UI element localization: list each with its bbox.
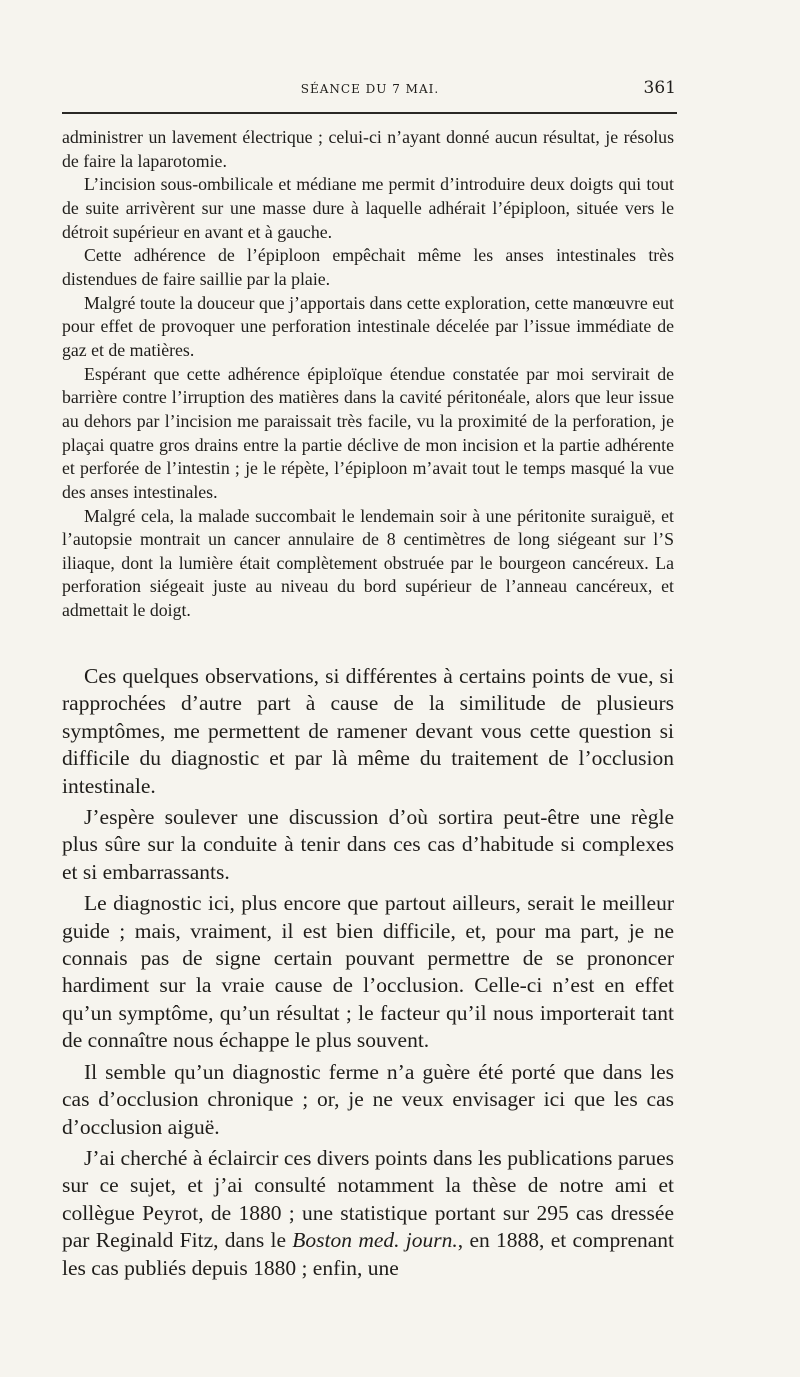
paragraph: Espérant que cette adhérence épiploïque étendue constatée par moi servirait de barrière contre l’irruption des matières dans la cavité péritonéale, alors que leur issue au dehors par l’incision me paraissait très facile, vu la proximité de la perforation, je plaçai quatre gros drains entre la partie déclive de mon incision et la partie adhérente et perforée de l’intestin ; je le répète, l’épiploon m’avait tout le temps masqué la vue des anses intestinales. [62, 363, 674, 502]
paragraph: Il semble qu’un diagnostic ferme n’a guère été porté que dans les cas d’occlusion chronique ; or, je ne veux envisager ici que les cas d’occlusion aiguë. [62, 1059, 674, 1139]
paragraph: Ces quelques observations, si différentes à certains points de vue, si rapprochées d’autre part à cause de la similitude de plusieurs symptômes, me permettent de ramener devant vous cette question si difficile du diagnostic et par là même du traitement de l’occlusion intestinale. [62, 664, 674, 798]
paragraph-last [62, 1145, 674, 1282]
paragraph: J’espère soulever une discussion d’où sortira peut-être une règle plus sûre sur la conduite à tenir dans ces cas d’habitude si complexes et si embarrassants. [62, 805, 674, 884]
body-text-small [62, 126, 674, 623]
paragraph: Cette adhérence de l’épiploon empêchait même les anses intestinales très distendues de faire saillie par la plaie. [62, 245, 674, 289]
journal-title: Boston med. journ. [292, 1228, 458, 1253]
text-run: J’ai cherché à éclaircir ces divers points dans les publications parues sur ce sujet, et j’ai consulté notamment la thèse de notre ami et collègue Peyrot, de 1880 ; une statistique portant sur 295 cas dressée par Reginald Fitz, dans le [62, 1145, 674, 1253]
paragraph: Le diagnostic ici, plus encore que partout ailleurs, serait le meilleur guide ; mais, vraiment, il est bien difficile, et, pour ma part, je ne connais pas de signe certain pouvant permettre de se prononcer hardiment sur la vraie cause de l’occlusion. Celle-ci n’est en effet qu’un symptôme, qu’un résultat ; le facteur qu’il nous importerait tant de connaître nous échappe le plus souvent. [62, 891, 674, 1053]
text-run: , en 1888, et comprenant les cas publiés depuis 1880 ; enfin, une [62, 1228, 675, 1280]
paragraph: administrer un lavement électrique ; celui-ci n’ayant donné aucun résultat, je résolus de faire la laparotomie. [62, 127, 674, 171]
body-text-large [62, 663, 674, 1286]
page-number: 361 [643, 78, 676, 98]
paragraph: Malgré toute la douceur que j’apportais dans cette exploration, cette manœuvre eut pour effet de provoquer une perforation intestinale décelée par l’issue immédiate de gaz et de matières. [62, 292, 674, 360]
paragraph: L’incision sous-ombilicale et médiane me permit d’introduire deux doigts qui tout de suite arrivèrent sur une masse dure à laquelle adhérait l’épiploon, située vers le détroit supérieur en avant et à gauche. [62, 174, 674, 242]
header-title: SÉANCE DU 7 MAI. [300, 82, 440, 96]
header-rule [62, 112, 677, 114]
paragraph: Malgré cela, la malade succombait le lendemain soir à une péritonite suraiguë, et l’autopsie montrait un cancer annulaire de 8 centimètres de long siégeant sur l’S iliaque, dont la lumière était complètement obstruée par le bourgeon cancéreux. La perforation siégeait juste au niveau du bord supérieur de l’anneau cancéreux, et admettait le doigt. [62, 505, 674, 621]
running-header [64, 78, 676, 104]
